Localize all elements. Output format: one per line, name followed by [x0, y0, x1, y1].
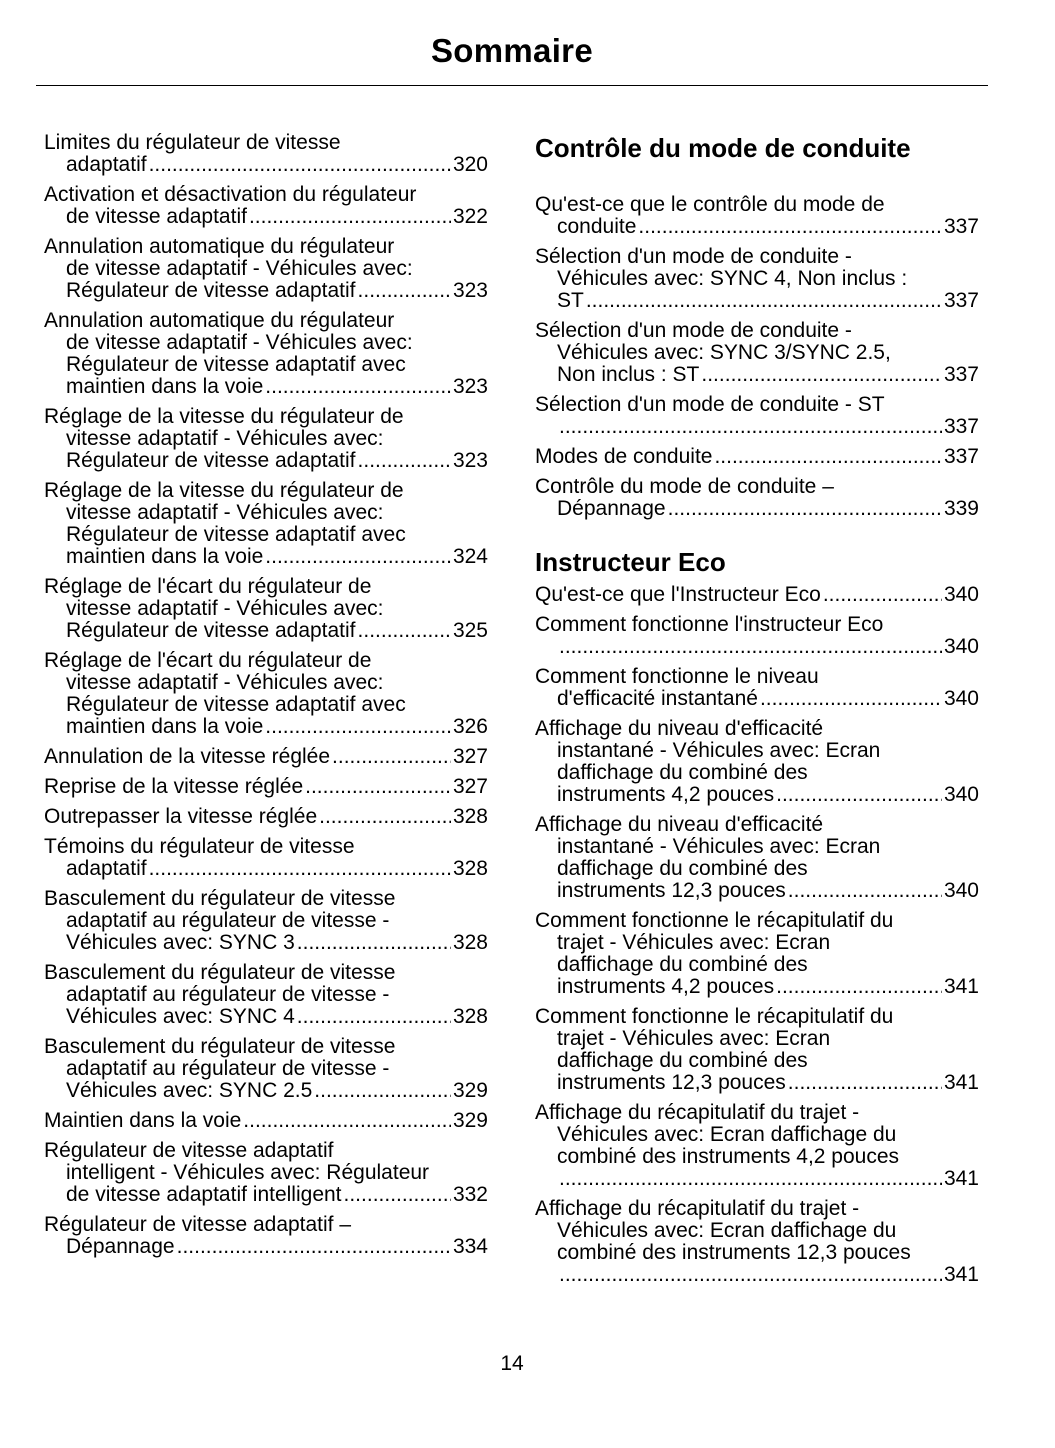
toc-entry-text: Comment fonctionne le niveau: [535, 666, 819, 688]
toc-entry-text: Régulateur de vitesse adaptatif avec: [66, 524, 406, 546]
toc-entry[interactable]: [535, 246, 979, 312]
toc-entry-text: Véhicules avec: Ecran daffichage du: [557, 1220, 897, 1242]
toc-page-number: 320: [452, 154, 488, 176]
toc-entry-text: Outrepasser la vitesse réglée: [44, 806, 318, 828]
toc-entry-text: Maintien dans la voie: [44, 1110, 242, 1132]
toc-entry-last-line: [535, 1264, 979, 1286]
toc-entry-text: vitesse adaptatif - Véhicules avec:: [66, 502, 384, 524]
toc-entry-last-line: [44, 376, 488, 398]
toc-page-number: 328: [452, 932, 488, 954]
toc-page-number: 327: [452, 776, 488, 798]
toc-page-number: 324: [452, 546, 488, 568]
toc-entry-text: combiné des instruments 4,2 pouces: [557, 1146, 900, 1168]
leader-dots: [559, 416, 942, 438]
leader-dots: [559, 1264, 942, 1286]
leader-dots: [265, 716, 451, 738]
toc-entry-last-line: [44, 546, 488, 568]
toc-entry-text: Réglage de l'écart du régulateur de: [44, 650, 372, 672]
toc-entry-text: adaptatif au régulateur de vitesse -: [66, 1058, 390, 1080]
toc-entry[interactable]: [535, 814, 979, 902]
toc-entry-last-line: [44, 806, 488, 828]
toc-page-number: 340: [943, 584, 979, 606]
toc-entry-last-line: [535, 446, 979, 468]
toc-entry-text: adaptatif: [66, 858, 147, 880]
toc-entry-text: Régulateur de vitesse adaptatif: [66, 620, 356, 642]
toc-entry[interactable]: [535, 718, 979, 806]
toc-entry-text: daffichage du combiné des: [557, 858, 808, 880]
toc-entry-text: maintien dans la voie: [66, 376, 264, 398]
toc-entry-text: instantané - Véhicules avec: Ecran: [557, 740, 881, 762]
section-heading: Contrôle du mode de conduite: [535, 133, 911, 163]
section-heading: Instructeur Eco: [535, 547, 726, 577]
toc-page-number: 332: [452, 1184, 488, 1206]
toc-entry-text: daffichage du combiné des: [557, 762, 808, 784]
toc-entry-last-line: [44, 620, 488, 642]
toc-entry[interactable]: [535, 194, 979, 238]
toc-entry-text: de vitesse adaptatif - Véhicules avec:: [66, 258, 413, 280]
toc-entry-text: instruments 4,2 pouces: [557, 784, 775, 806]
toc-entry[interactable]: [44, 184, 488, 228]
leader-dots: [788, 880, 942, 902]
toc-entry-text: Régulateur de vitesse adaptatif: [66, 450, 356, 472]
toc-page-number: 340: [943, 880, 979, 902]
leader-dots: [265, 546, 451, 568]
toc-entry-text: Dépannage: [66, 1236, 175, 1258]
toc-page-number: 329: [452, 1110, 488, 1132]
toc-entry-last-line: [535, 1072, 979, 1094]
toc-entry-text: Véhicules avec: SYNC 3/SYNC 2.5,: [557, 342, 891, 364]
toc-entry-text: Réglage de l'écart du régulateur de: [44, 576, 372, 598]
toc-entry-text: Sélection d'un mode de conduite -: [535, 246, 852, 268]
toc-entry-last-line: [535, 784, 979, 806]
leader-dots: [149, 858, 451, 880]
toc-entry-text: ST: [557, 290, 584, 312]
toc-entry-text: Réglage de la vitesse du régulateur de: [44, 406, 404, 428]
leader-dots: [559, 636, 942, 658]
toc-page-number: 337: [943, 416, 979, 438]
toc-entry-text: Sélection d'un mode de conduite -: [535, 320, 852, 342]
toc-entry[interactable]: [44, 480, 488, 568]
toc-left-column: [44, 132, 488, 1266]
toc-entry-last-line: [535, 1168, 979, 1190]
toc-entry[interactable]: [535, 320, 979, 386]
toc-entry[interactable]: [535, 1006, 979, 1094]
toc-entry-text: Qu'est-ce que l'Instructeur Eco: [535, 584, 821, 606]
toc-entry-text: adaptatif: [66, 154, 147, 176]
toc-page-number: 328: [452, 806, 488, 828]
toc-entry-text: Véhicules avec: SYNC 4, Non inclus :: [557, 268, 908, 290]
toc-entry-text: Reprise de la vitesse réglée: [44, 776, 304, 798]
leader-dots: [714, 446, 941, 468]
toc-entry-text: Régulateur de vitesse adaptatif: [44, 1140, 334, 1162]
toc-entry-last-line: [44, 858, 488, 880]
leader-dots: [332, 746, 451, 768]
toc-entry[interactable]: [44, 310, 488, 398]
toc-entry-text: instantané - Véhicules avec: Ecran: [557, 836, 881, 858]
leader-dots: [243, 1110, 451, 1132]
leader-dots: [297, 932, 451, 954]
toc-entry-last-line: [535, 584, 979, 606]
toc-page-number: 325: [452, 620, 488, 642]
toc-entry-last-line: [44, 280, 488, 302]
toc-entry-last-line: [535, 364, 979, 386]
toc-entry-text: Annulation automatique du régulateur: [44, 310, 395, 332]
toc-entry-last-line: [44, 776, 488, 798]
toc-entry-text: Annulation automatique du régulateur: [44, 236, 395, 258]
leader-dots: [668, 498, 942, 520]
toc-entry-text: Véhicules avec: Ecran daffichage du: [557, 1124, 897, 1146]
leader-dots: [344, 1184, 451, 1206]
toc-entry-text: instruments 12,3 pouces: [557, 880, 786, 902]
leader-dots: [297, 1006, 451, 1028]
toc-entry-text: Modes de conduite: [535, 446, 713, 468]
toc-right-column: [535, 132, 979, 1294]
toc-entry-last-line: [44, 1006, 488, 1028]
toc-entry-text: intelligent - Véhicules avec: Régulateur: [66, 1162, 430, 1184]
toc-entry-last-line: [535, 498, 979, 520]
toc-page-number: 329: [452, 1080, 488, 1102]
toc-page-number: 322: [452, 206, 488, 228]
toc-entry-last-line: [44, 716, 488, 738]
leader-dots: [177, 1236, 451, 1258]
leader-dots: [701, 364, 942, 386]
toc-entry-text: Activation et désactivation du régulateur: [44, 184, 417, 206]
toc-entry-text: Comment fonctionne l'instructeur Eco: [535, 614, 884, 636]
leader-dots: [776, 976, 942, 998]
toc-entry-text: maintien dans la voie: [66, 546, 264, 568]
toc-entry[interactable]: [535, 614, 979, 658]
toc-page-number: 323: [452, 376, 488, 398]
toc-entry-text: Comment fonctionne le récapitulatif du: [535, 1006, 894, 1028]
toc-entry-last-line: [44, 154, 488, 176]
toc-entry-text: Affichage du récapitulatif du trajet -: [535, 1102, 860, 1124]
toc-entry-text: conduite: [557, 216, 637, 238]
toc-entry-text: vitesse adaptatif - Véhicules avec:: [66, 598, 384, 620]
toc-entry-text: instruments 4,2 pouces: [557, 976, 775, 998]
leader-dots: [305, 776, 451, 798]
toc-entry[interactable]: [44, 746, 488, 768]
toc-entry-last-line: [535, 416, 979, 438]
toc-entry[interactable]: [44, 1036, 488, 1102]
toc-entry-last-line: [535, 290, 979, 312]
toc-entry-text: Basculement du régulateur de vitesse: [44, 962, 396, 984]
toc-entry-last-line: [44, 1110, 488, 1132]
toc-page-number: 339: [943, 498, 979, 520]
toc-entry[interactable]: [44, 650, 488, 738]
toc-entry[interactable]: [44, 888, 488, 954]
toc-entry-text: Qu'est-ce que le contrôle du mode de: [535, 194, 885, 216]
leader-dots: [586, 290, 942, 312]
toc-entry[interactable]: [535, 584, 979, 606]
toc-page-number: 337: [943, 364, 979, 386]
toc-entry-text: d'efficacité instantané: [557, 688, 758, 710]
toc-entry[interactable]: [535, 394, 979, 438]
toc-entry-text: Régulateur de vitesse adaptatif: [66, 280, 356, 302]
toc-page-number: 326: [452, 716, 488, 738]
toc-entry-last-line: [44, 1236, 488, 1258]
toc-page-number: 323: [452, 280, 488, 302]
toc-entry-last-line: [44, 1184, 488, 1206]
toc-entry-text: de vitesse adaptatif - Véhicules avec:: [66, 332, 413, 354]
toc-entry-last-line: [535, 636, 979, 658]
toc-entry[interactable]: [44, 836, 488, 880]
toc-page-number: 340: [943, 636, 979, 658]
toc-page-number: 340: [943, 688, 979, 710]
toc-entry-text: de vitesse adaptatif intelligent: [66, 1184, 342, 1206]
toc-page-number: 328: [452, 858, 488, 880]
toc-entry[interactable]: [44, 1110, 488, 1132]
leader-dots: [559, 1168, 942, 1190]
toc-entry[interactable]: [535, 910, 979, 998]
toc-page-number: 327: [452, 746, 488, 768]
toc-entry[interactable]: [535, 446, 979, 468]
toc-entry[interactable]: [44, 576, 488, 642]
toc-entry-text: Dépannage: [557, 498, 666, 520]
toc-entry-text: Réglage de la vitesse du régulateur de: [44, 480, 404, 502]
toc-entry-text: Véhicules avec: SYNC 4: [66, 1006, 295, 1028]
toc-entry-last-line: [535, 216, 979, 238]
toc-page-number: 337: [943, 290, 979, 312]
toc-entry[interactable]: [535, 1102, 979, 1190]
toc-page-number: 341: [943, 1264, 979, 1286]
toc-page-number: 328: [452, 1006, 488, 1028]
toc-page-number: 341: [943, 1072, 979, 1094]
leader-dots: [358, 620, 451, 642]
toc-entry-text: Basculement du régulateur de vitesse: [44, 888, 396, 910]
toc-entry[interactable]: [44, 806, 488, 828]
leader-dots: [776, 784, 942, 806]
toc-entry-text: Non inclus : ST: [557, 364, 700, 386]
leader-dots: [760, 688, 942, 710]
toc-entry-text: Régulateur de vitesse adaptatif avec: [66, 354, 406, 376]
toc-entry[interactable]: [44, 1214, 488, 1258]
leader-dots: [358, 450, 451, 472]
toc-entry[interactable]: [535, 1198, 979, 1286]
leader-dots: [823, 584, 942, 606]
toc-entry-last-line: [44, 450, 488, 472]
toc-entry-text: adaptatif au régulateur de vitesse -: [66, 910, 390, 932]
leader-dots: [358, 280, 451, 302]
toc-entry[interactable]: [535, 666, 979, 710]
leader-dots: [638, 216, 942, 238]
toc-entry-last-line: [44, 1080, 488, 1102]
toc-entry-text: Limites du régulateur de vitesse: [44, 132, 341, 154]
leader-dots: [265, 376, 451, 398]
toc-entry-text: Véhicules avec: SYNC 2.5: [66, 1080, 313, 1102]
toc-entry-last-line: [44, 932, 488, 954]
toc-entry-last-line: [44, 206, 488, 228]
leader-dots: [149, 154, 451, 176]
toc-entry-text: Affichage du niveau d'efficacité: [535, 814, 824, 836]
toc-entry-text: Affichage du récapitulatif du trajet -: [535, 1198, 860, 1220]
title-divider: [36, 85, 988, 86]
toc-entry-text: trajet - Véhicules avec: Ecran: [557, 1028, 831, 1050]
toc-entry-text: de vitesse adaptatif: [66, 206, 247, 228]
toc-entry-text: Comment fonctionne le récapitulatif du: [535, 910, 894, 932]
page-title: Sommaire: [431, 32, 593, 69]
toc-entry-last-line: [535, 688, 979, 710]
toc-page-number: 341: [943, 1168, 979, 1190]
leader-dots: [249, 206, 451, 228]
toc-entry-text: vitesse adaptatif - Véhicules avec:: [66, 428, 384, 450]
toc-entry[interactable]: [44, 1140, 488, 1206]
toc-page-number: 334: [452, 1236, 488, 1258]
toc-entry-text: trajet - Véhicules avec: Ecran: [557, 932, 831, 954]
toc-entry-text: combiné des instruments 12,3 pouces: [557, 1242, 911, 1264]
toc-entry-text: Sélection d'un mode de conduite - ST: [535, 394, 885, 416]
toc-entry-text: Véhicules avec: SYNC 3: [66, 932, 295, 954]
leader-dots: [788, 1072, 942, 1094]
toc-entry-text: Affichage du niveau d'efficacité: [535, 718, 824, 740]
toc-entry-text: Contrôle du mode de conduite –: [535, 476, 834, 498]
toc-entry[interactable]: [535, 476, 979, 520]
toc-entry-text: Régulateur de vitesse adaptatif avec: [66, 694, 406, 716]
toc-entry[interactable]: [44, 236, 488, 302]
toc-entry-last-line: [44, 746, 488, 768]
toc-entry-text: daffichage du combiné des: [557, 954, 808, 976]
toc-page-number: 341: [943, 976, 979, 998]
toc-entry-text: Témoins du régulateur de vitesse: [44, 836, 355, 858]
toc-entry-text: maintien dans la voie: [66, 716, 264, 738]
leader-dots: [314, 1080, 451, 1102]
toc-entry-text: Basculement du régulateur de vitesse: [44, 1036, 396, 1058]
toc-entry-text: Régulateur de vitesse adaptatif –: [44, 1214, 352, 1236]
toc-page-number: 337: [943, 446, 979, 468]
page-number: 14: [500, 1352, 524, 1375]
toc-entry-last-line: [535, 976, 979, 998]
toc-entry[interactable]: [44, 132, 488, 176]
toc-entry-text: instruments 12,3 pouces: [557, 1072, 786, 1094]
toc-entry-text: vitesse adaptatif - Véhicules avec:: [66, 672, 384, 694]
toc-entry-text: Annulation de la vitesse réglée: [44, 746, 331, 768]
toc-entry-last-line: [535, 880, 979, 902]
leader-dots: [319, 806, 451, 828]
toc-page-number: 323: [452, 450, 488, 472]
toc-entry[interactable]: [44, 776, 488, 798]
toc-page-number: 340: [943, 784, 979, 806]
toc-entry[interactable]: [44, 962, 488, 1028]
toc-entry-text: adaptatif au régulateur de vitesse -: [66, 984, 390, 1006]
toc-entry[interactable]: [44, 406, 488, 472]
toc-entry-text: daffichage du combiné des: [557, 1050, 808, 1072]
toc-page-number: 337: [943, 216, 979, 238]
